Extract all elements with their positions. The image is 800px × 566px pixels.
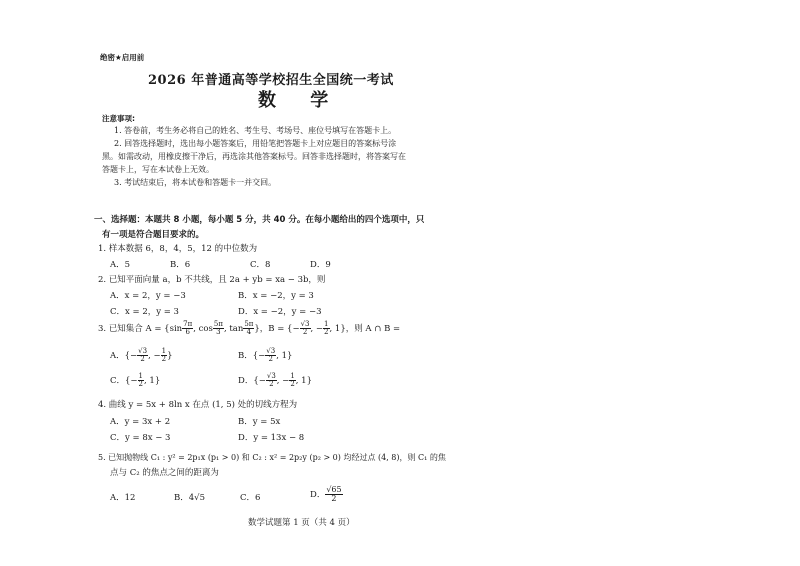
fraction: $\frac{√3}{2}$ [266,347,276,363]
question-1-stem: 1. 样本数据 6，8，4，5，12 的中位数为 [98,244,258,254]
question-4-option-c: C．y = 8x − 3 [110,433,171,443]
question-2-option-d: D．x = −2，y = −3 [238,307,322,317]
question-3-option-c: C．{− $\frac{1}{2}$ , 1} [110,372,161,388]
question-1-option-d: D．9 [310,260,331,270]
section-heading-line1: 一、选择题：本题共 8 小题，每小题 5 分，共 40 分。在每小题给出的四个选项中，只 [94,215,425,225]
fraction: $\frac{1}{2}$ [138,372,144,388]
question-2-option-a: A．x = 2，y = −3 [110,291,186,301]
question-1-option-a: A．5 [110,260,131,270]
fraction: $\frac{5\pi}{4}$ [244,320,254,336]
question-2-stem: 2. 已知平面向量 a，b 不共线，且 2a + yb = xa − 3b，则 [98,275,326,285]
question-5-stem-line1: 5. 已知抛物线 C₁ : y² = 2p₁x (p₁ > 0) 和 C₂ : x² = 2p₂y (p₂ > 0) 均经过点 (4, 8)，则 C₁ 的焦 [98,453,446,462]
fraction: $\frac{5\pi}{3}$ [213,320,223,336]
question-4-option-b: B．y = 5x [238,417,281,427]
question-3-stem: 3. 已知集合 A = {sin $\frac{7\pi}{6}$ , cos $\frac{5\pi}{3}$ , tan $\frac{5\pi}{4}$ }，B = {− $\frac{√3}{2}$ , − $\frac{1}{2}$ , 1}，则 A ∩ B = [98,320,401,336]
page-footer: 数学试题第 1 页（共 4 页） [248,518,355,528]
question-5-option-c: C．6 [240,493,261,503]
fraction: $\frac{1}{2}$ [161,347,167,363]
notice-item-1: 1. 答卷前，考生务必将自己的姓名、考生号、考场号、座位号填写在答题卡上。 [114,126,397,135]
question-4-stem: 4. 曲线 y = 5x + 8ln x 在点 (1, 5) 处的切线方程为 [98,400,298,410]
fraction: $\frac{√65}{2}$ [326,485,342,503]
fraction: $\frac{1}{2}$ [324,320,329,336]
notice-item-3: 3. 考试结束后，将本试卷和答题卡一并交回。 [114,178,277,187]
question-2-option-c: C．x = 2，y = 3 [110,307,179,317]
fraction: $\frac{√3}{2}$ [266,372,276,388]
confidential-label: 绝密★启用前 [100,53,145,62]
exam-page [80,50,720,550]
notice-item-2b: 黑。如需改动，用橡皮擦干净后，再选涂其他答案标号。回答非选择题时，将答案写在 [102,152,406,161]
notice-heading: 注意事项: [102,114,135,123]
question-2-option-b: B．x = −2，y = 3 [238,291,314,301]
section-heading-line2: 有一项是符合题目要求的。 [102,230,205,240]
fraction: $\frac{√3}{2}$ [300,320,310,336]
question-3-option-d: D．{− $\frac{√3}{2}$ , − $\frac{1}{2}$ , 1} [238,372,313,388]
question-3-option-b: B．{− $\frac{√3}{2}$ , 1} [238,347,293,363]
exam-title: 2026 年普通高等学校招生全国统一考试 [148,73,394,88]
question-4-option-a: A．y = 3x + 2 [110,417,171,427]
fraction: $\frac{7\pi}{6}$ [183,320,193,336]
question-3-option-a: A．{− $\frac{√3}{2}$ , − $\frac{1}{2}$ } [110,347,173,363]
question-5-option-b: B．4√5 [174,493,205,503]
question-5-option-a: A．12 [110,493,136,503]
question-5-stem-line2: 点与 C₂ 的焦点之间的距离为 [110,468,219,478]
notice-item-2a: 2. 回答选择题时，选出每小题答案后，用铅笔把答题卡上对应题目的答案标号涂 [114,139,397,148]
question-1-option-b: B．6 [170,260,191,270]
subject-title: 数 学 [258,90,343,111]
fraction: $\frac{1}{2}$ [290,372,295,388]
question-5-option-d: D． $\frac{√65}{2}$ [310,485,342,503]
question-4-option-d: D．y = 13x − 8 [238,433,305,443]
fraction: $\frac{√3}{2}$ [138,347,148,363]
notice-item-2c: 答题卡上，写在本试卷上无效。 [102,165,214,174]
question-1-option-c: C．8 [250,260,271,270]
